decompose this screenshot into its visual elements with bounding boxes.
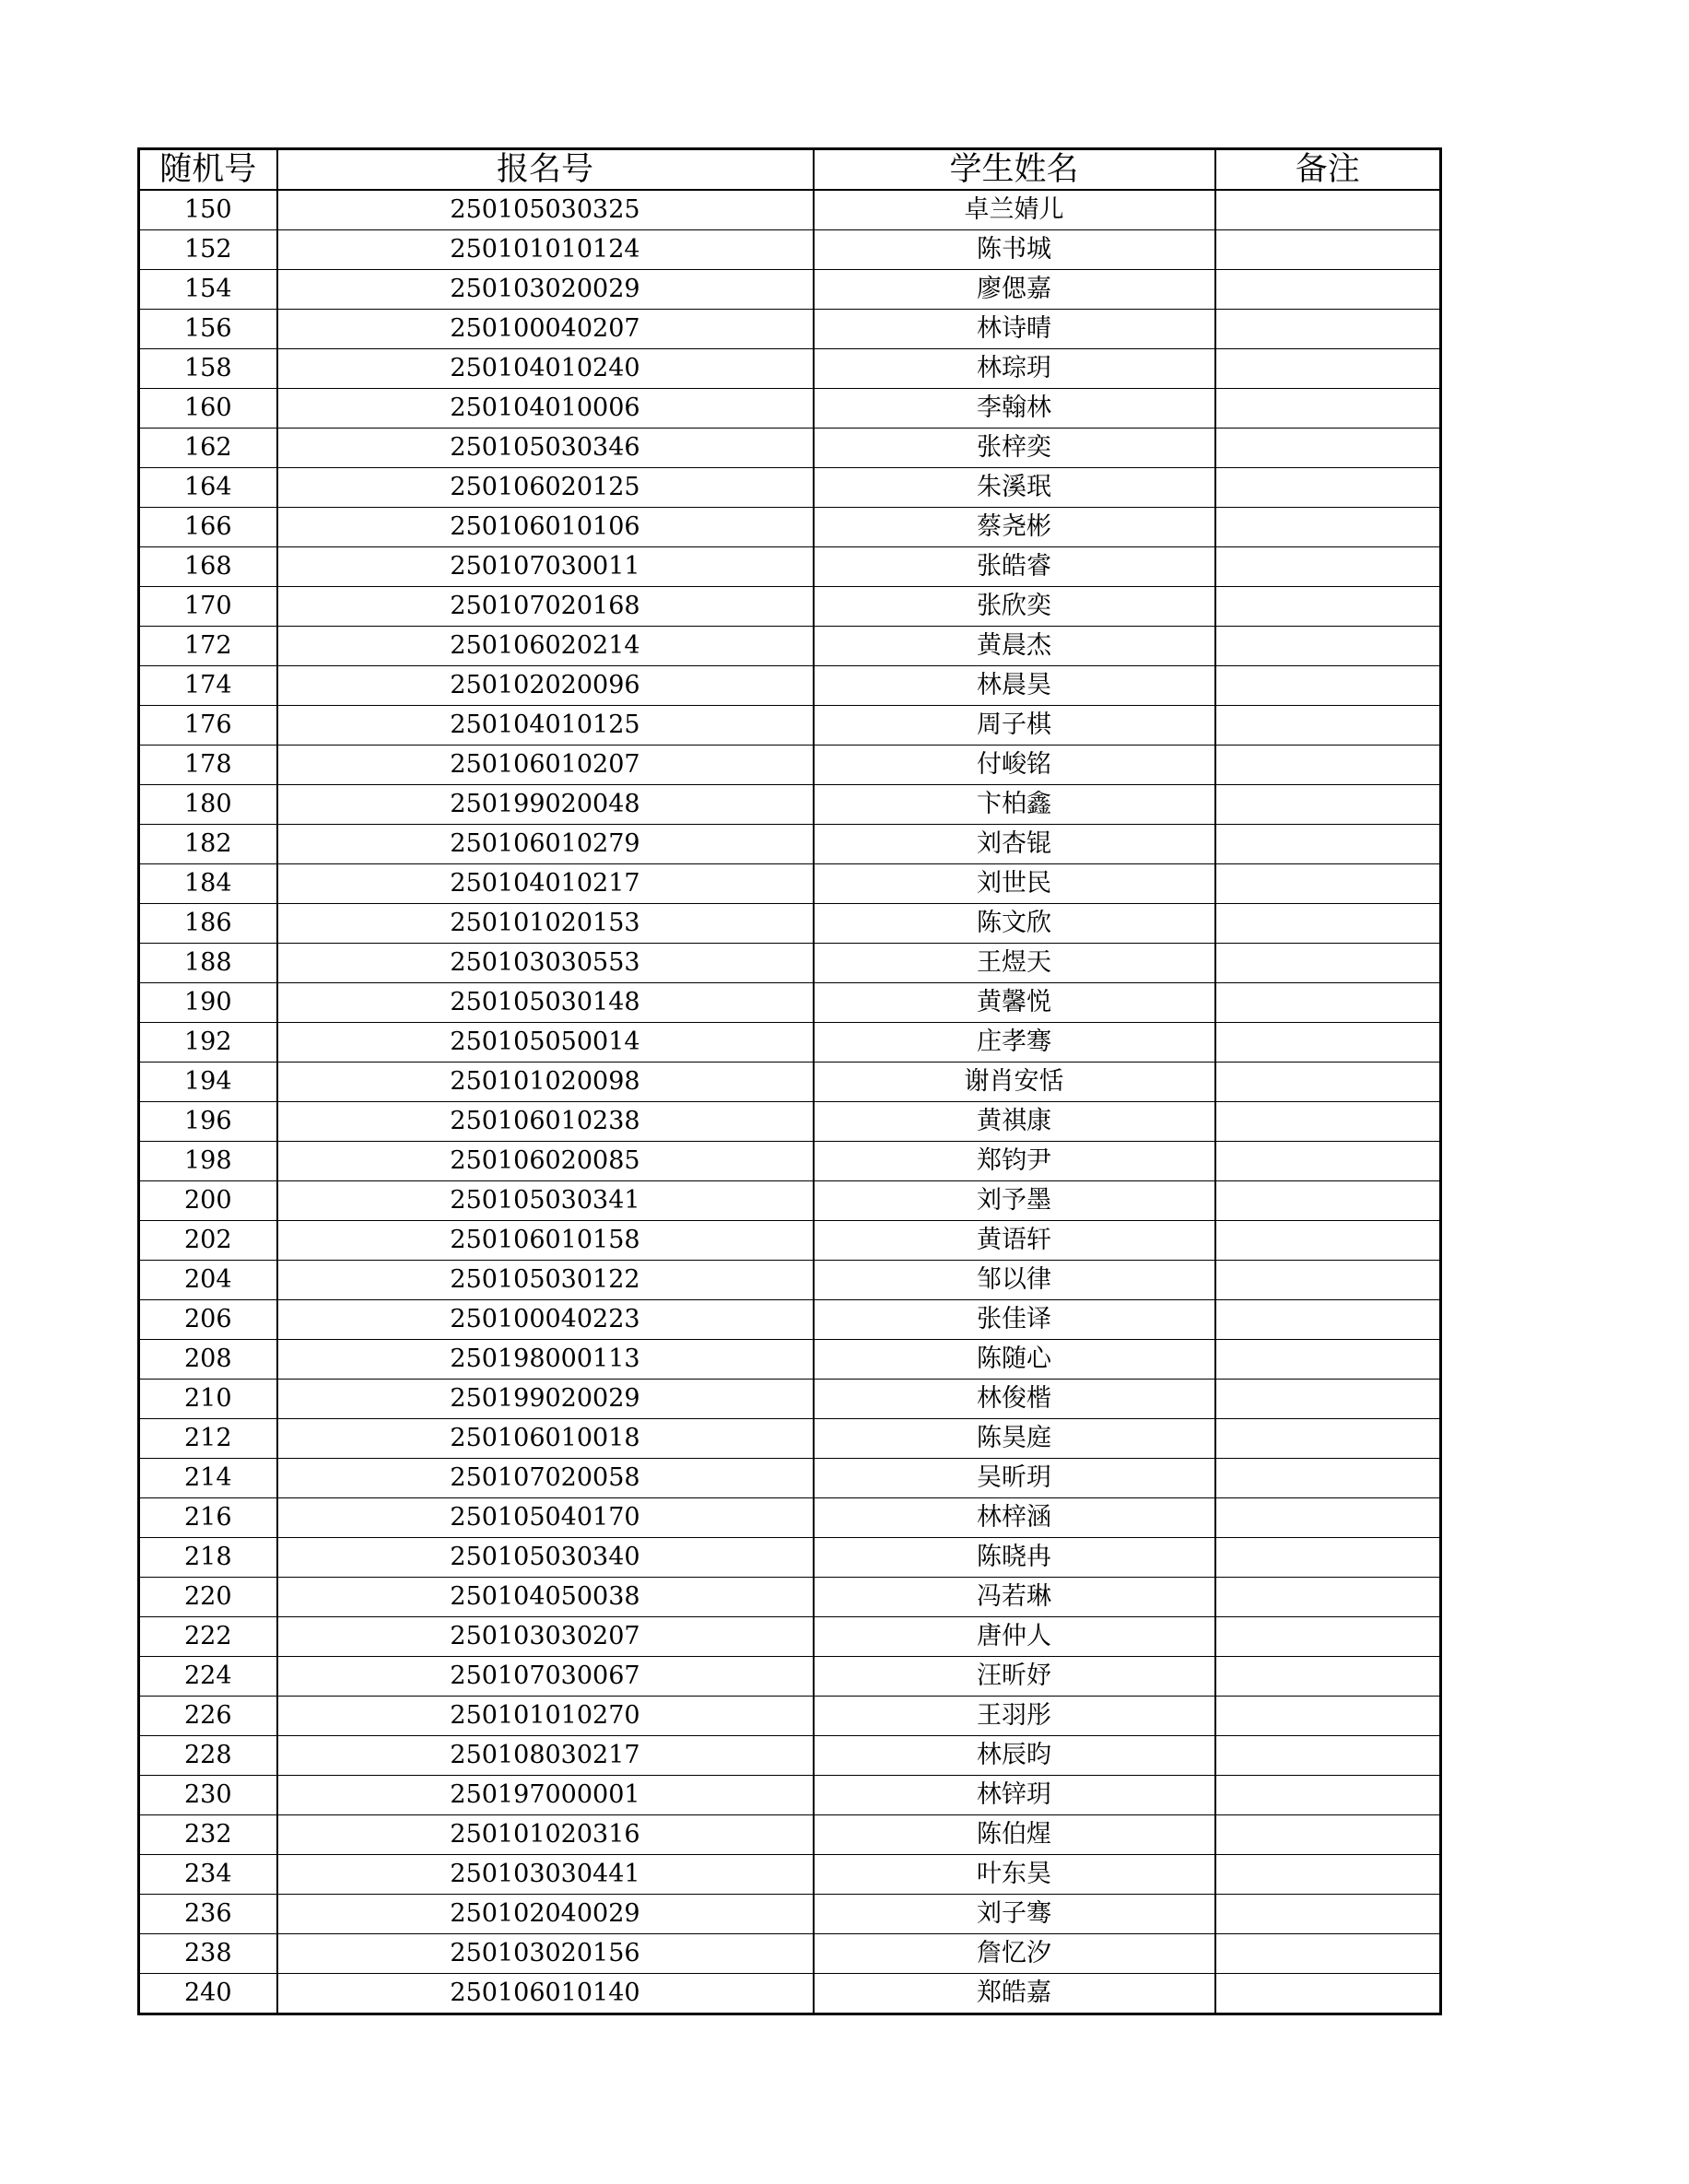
cell-remarks <box>1215 1023 1441 1063</box>
cell-remarks <box>1215 1776 1441 1815</box>
cell-student-name: 谢肖安恬 <box>814 1063 1215 1102</box>
cell-remarks <box>1215 1261 1441 1300</box>
cell-random-number: 192 <box>139 1023 277 1063</box>
cell-random-number: 178 <box>139 746 277 785</box>
cell-random-number: 172 <box>139 627 277 666</box>
cell-student-name: 陈昊庭 <box>814 1419 1215 1459</box>
table-row <box>139 1578 1441 1617</box>
table-row <box>139 1617 1441 1657</box>
cell-remarks <box>1215 1815 1441 1855</box>
cell-remarks <box>1215 587 1441 627</box>
cell-student-name: 汪昕妤 <box>814 1657 1215 1697</box>
cell-random-number: 170 <box>139 587 277 627</box>
cell-remarks <box>1215 1657 1441 1697</box>
cell-student-name: 陈随心 <box>814 1340 1215 1380</box>
table-row <box>139 666 1441 706</box>
cell-random-number: 212 <box>139 1419 277 1459</box>
cell-registration-number: 250199020048 <box>277 785 814 825</box>
cell-registration-number: 250105030340 <box>277 1538 814 1578</box>
cell-registration-number: 250199020029 <box>277 1380 814 1419</box>
table-row <box>139 1895 1441 1934</box>
table-row <box>139 1181 1441 1221</box>
cell-student-name: 黄语轩 <box>814 1221 1215 1261</box>
table-row <box>139 1340 1441 1380</box>
cell-remarks <box>1215 1380 1441 1419</box>
table-row <box>139 1538 1441 1578</box>
cell-student-name: 邹以律 <box>814 1261 1215 1300</box>
cell-remarks <box>1215 1181 1441 1221</box>
header-remarks: 备注 <box>1215 149 1441 191</box>
cell-student-name: 林琮玥 <box>814 349 1215 389</box>
cell-registration-number: 250105040170 <box>277 1498 814 1538</box>
cell-remarks <box>1215 1617 1441 1657</box>
cell-remarks <box>1215 1063 1441 1102</box>
cell-registration-number: 250104010217 <box>277 864 814 904</box>
table-row <box>139 468 1441 508</box>
cell-registration-number: 250198000113 <box>277 1340 814 1380</box>
cell-remarks <box>1215 1459 1441 1498</box>
cell-student-name: 黄馨悦 <box>814 983 1215 1023</box>
cell-remarks <box>1215 1578 1441 1617</box>
header-random-number: 随机号 <box>139 149 277 191</box>
cell-registration-number: 250100040223 <box>277 1300 814 1340</box>
cell-student-name: 詹忆汐 <box>814 1934 1215 1974</box>
cell-student-name: 廖偲嘉 <box>814 270 1215 310</box>
cell-remarks <box>1215 190 1441 230</box>
cell-random-number: 152 <box>139 230 277 270</box>
cell-random-number: 220 <box>139 1578 277 1617</box>
cell-remarks <box>1215 1419 1441 1459</box>
cell-student-name: 蔡尧彬 <box>814 508 1215 547</box>
cell-registration-number: 250103030553 <box>277 944 814 983</box>
cell-remarks <box>1215 983 1441 1023</box>
cell-student-name: 刘予墨 <box>814 1181 1215 1221</box>
cell-registration-number: 250106020085 <box>277 1142 814 1181</box>
cell-student-name: 林辰昀 <box>814 1736 1215 1776</box>
cell-remarks <box>1215 1855 1441 1895</box>
cell-random-number: 176 <box>139 706 277 746</box>
table-row <box>139 1815 1441 1855</box>
cell-remarks <box>1215 1934 1441 1974</box>
cell-registration-number: 250105030341 <box>277 1181 814 1221</box>
cell-random-number: 222 <box>139 1617 277 1657</box>
cell-student-name: 李翰林 <box>814 389 1215 429</box>
cell-registration-number: 250101010270 <box>277 1697 814 1736</box>
cell-remarks <box>1215 310 1441 349</box>
cell-student-name: 唐仲人 <box>814 1617 1215 1657</box>
cell-registration-number: 250106010106 <box>277 508 814 547</box>
cell-remarks <box>1215 230 1441 270</box>
cell-remarks <box>1215 1300 1441 1340</box>
cell-random-number: 162 <box>139 429 277 468</box>
cell-registration-number: 250103030441 <box>277 1855 814 1895</box>
table-row <box>139 1697 1441 1736</box>
cell-random-number: 226 <box>139 1697 277 1736</box>
table-row <box>139 785 1441 825</box>
cell-student-name: 朱溪珉 <box>814 468 1215 508</box>
cell-registration-number: 250105030325 <box>277 190 814 230</box>
table-row <box>139 190 1441 230</box>
cell-remarks <box>1215 825 1441 864</box>
cell-student-name: 张欣奕 <box>814 587 1215 627</box>
cell-random-number: 224 <box>139 1657 277 1697</box>
table-row <box>139 1855 1441 1895</box>
cell-student-name: 冯若琳 <box>814 1578 1215 1617</box>
table-row <box>139 864 1441 904</box>
cell-random-number: 202 <box>139 1221 277 1261</box>
cell-student-name: 王羽彤 <box>814 1697 1215 1736</box>
cell-registration-number: 250107030067 <box>277 1657 814 1697</box>
table-row <box>139 1063 1441 1102</box>
cell-random-number: 218 <box>139 1538 277 1578</box>
cell-random-number: 194 <box>139 1063 277 1102</box>
cell-registration-number: 250197000001 <box>277 1776 814 1815</box>
cell-registration-number: 250106020214 <box>277 627 814 666</box>
cell-registration-number: 250105030346 <box>277 429 814 468</box>
cell-registration-number: 250106020125 <box>277 468 814 508</box>
cell-random-number: 180 <box>139 785 277 825</box>
cell-remarks <box>1215 1697 1441 1736</box>
cell-student-name: 周子棋 <box>814 706 1215 746</box>
cell-registration-number: 250104050038 <box>277 1578 814 1617</box>
table-row <box>139 310 1441 349</box>
cell-random-number: 216 <box>139 1498 277 1538</box>
table-row <box>139 627 1441 666</box>
table-row <box>139 1498 1441 1538</box>
cell-random-number: 196 <box>139 1102 277 1142</box>
table-row <box>139 1459 1441 1498</box>
table-row <box>139 1419 1441 1459</box>
cell-random-number: 236 <box>139 1895 277 1934</box>
table-row <box>139 1380 1441 1419</box>
table-row <box>139 587 1441 627</box>
cell-remarks <box>1215 547 1441 587</box>
cell-random-number: 230 <box>139 1776 277 1815</box>
cell-registration-number: 250106010207 <box>277 746 814 785</box>
table-row <box>139 983 1441 1023</box>
cell-remarks <box>1215 746 1441 785</box>
cell-remarks <box>1215 1498 1441 1538</box>
cell-registration-number: 250103020156 <box>277 1934 814 1974</box>
cell-random-number: 184 <box>139 864 277 904</box>
cell-student-name: 张皓睿 <box>814 547 1215 587</box>
table-row <box>139 706 1441 746</box>
cell-registration-number: 250108030217 <box>277 1736 814 1776</box>
cell-remarks <box>1215 1974 1441 2014</box>
table-row <box>139 1657 1441 1697</box>
cell-remarks <box>1215 508 1441 547</box>
cell-remarks <box>1215 944 1441 983</box>
cell-registration-number: 250106010158 <box>277 1221 814 1261</box>
cell-remarks <box>1215 1142 1441 1181</box>
cell-registration-number: 250102020096 <box>277 666 814 706</box>
table-row <box>139 508 1441 547</box>
cell-remarks <box>1215 706 1441 746</box>
cell-random-number: 204 <box>139 1261 277 1300</box>
cell-registration-number: 250106010279 <box>277 825 814 864</box>
cell-remarks <box>1215 1221 1441 1261</box>
cell-registration-number: 250101020098 <box>277 1063 814 1102</box>
cell-remarks <box>1215 1736 1441 1776</box>
cell-random-number: 156 <box>139 310 277 349</box>
cell-random-number: 166 <box>139 508 277 547</box>
cell-registration-number: 250103020029 <box>277 270 814 310</box>
cell-remarks <box>1215 864 1441 904</box>
cell-registration-number: 250104010125 <box>277 706 814 746</box>
cell-student-name: 卓兰婧儿 <box>814 190 1215 230</box>
cell-random-number: 234 <box>139 1855 277 1895</box>
cell-student-name: 张梓奕 <box>814 429 1215 468</box>
cell-random-number: 200 <box>139 1181 277 1221</box>
cell-remarks <box>1215 389 1441 429</box>
cell-registration-number: 250101020153 <box>277 904 814 944</box>
cell-remarks <box>1215 904 1441 944</box>
cell-remarks <box>1215 627 1441 666</box>
cell-random-number: 168 <box>139 547 277 587</box>
cell-random-number: 232 <box>139 1815 277 1855</box>
header-student-name: 学生姓名 <box>814 149 1215 191</box>
cell-registration-number: 250105050014 <box>277 1023 814 1063</box>
cell-random-number: 164 <box>139 468 277 508</box>
cell-random-number: 210 <box>139 1380 277 1419</box>
cell-student-name: 黄晨杰 <box>814 627 1215 666</box>
cell-random-number: 154 <box>139 270 277 310</box>
cell-student-name: 陈文欣 <box>814 904 1215 944</box>
cell-registration-number: 250106010238 <box>277 1102 814 1142</box>
cell-student-name: 郑皓嘉 <box>814 1974 1215 2014</box>
cell-registration-number: 250106010140 <box>277 1974 814 2014</box>
cell-student-name: 郑钧尹 <box>814 1142 1215 1181</box>
table-row <box>139 230 1441 270</box>
table-row <box>139 1023 1441 1063</box>
table-row <box>139 270 1441 310</box>
header-row <box>139 149 1441 191</box>
cell-remarks <box>1215 349 1441 389</box>
cell-student-name: 王煜天 <box>814 944 1215 983</box>
cell-student-name: 林梓涵 <box>814 1498 1215 1538</box>
cell-student-name: 卞柏鑫 <box>814 785 1215 825</box>
table-row <box>139 547 1441 587</box>
table-row <box>139 904 1441 944</box>
cell-registration-number: 250102040029 <box>277 1895 814 1934</box>
cell-registration-number: 250101020316 <box>277 1815 814 1855</box>
cell-student-name: 刘子骞 <box>814 1895 1215 1934</box>
cell-remarks <box>1215 1340 1441 1380</box>
table-row <box>139 1776 1441 1815</box>
table-body <box>139 190 1441 2014</box>
table-row <box>139 349 1441 389</box>
cell-student-name: 刘世民 <box>814 864 1215 904</box>
cell-random-number: 186 <box>139 904 277 944</box>
cell-registration-number: 250107030011 <box>277 547 814 587</box>
table-row <box>139 1102 1441 1142</box>
cell-remarks <box>1215 468 1441 508</box>
table-row <box>139 1934 1441 1974</box>
cell-remarks <box>1215 666 1441 706</box>
cell-random-number: 198 <box>139 1142 277 1181</box>
roster-table <box>137 147 1442 2015</box>
cell-remarks <box>1215 1895 1441 1934</box>
cell-student-name: 庄孝骞 <box>814 1023 1215 1063</box>
cell-registration-number: 250103030207 <box>277 1617 814 1657</box>
cell-student-name: 陈书城 <box>814 230 1215 270</box>
cell-random-number: 240 <box>139 1974 277 2014</box>
cell-registration-number: 250105030122 <box>277 1261 814 1300</box>
table-row <box>139 389 1441 429</box>
cell-student-name: 林锌玥 <box>814 1776 1215 1815</box>
cell-remarks <box>1215 1102 1441 1142</box>
header-registration-number: 报名号 <box>277 149 814 191</box>
cell-random-number: 214 <box>139 1459 277 1498</box>
table-row <box>139 746 1441 785</box>
cell-random-number: 182 <box>139 825 277 864</box>
cell-student-name: 林诗晴 <box>814 310 1215 349</box>
cell-remarks <box>1215 1538 1441 1578</box>
cell-random-number: 206 <box>139 1300 277 1340</box>
cell-student-name: 林晨昊 <box>814 666 1215 706</box>
cell-random-number: 160 <box>139 389 277 429</box>
cell-random-number: 208 <box>139 1340 277 1380</box>
cell-registration-number: 250105030148 <box>277 983 814 1023</box>
cell-student-name: 陈晓冉 <box>814 1538 1215 1578</box>
cell-student-name: 吴昕玥 <box>814 1459 1215 1498</box>
table-row <box>139 825 1441 864</box>
cell-student-name: 林俊楷 <box>814 1380 1215 1419</box>
cell-registration-number: 250106010018 <box>277 1419 814 1459</box>
table-row <box>139 944 1441 983</box>
cell-random-number: 238 <box>139 1934 277 1974</box>
table-row <box>139 1300 1441 1340</box>
table-row <box>139 1142 1441 1181</box>
cell-student-name: 陈伯煋 <box>814 1815 1215 1855</box>
cell-registration-number: 250104010240 <box>277 349 814 389</box>
cell-registration-number: 250100040207 <box>277 310 814 349</box>
cell-remarks <box>1215 785 1441 825</box>
cell-student-name: 叶东昊 <box>814 1855 1215 1895</box>
table-row <box>139 1261 1441 1300</box>
cell-random-number: 188 <box>139 944 277 983</box>
table-row <box>139 1974 1441 2014</box>
table-row <box>139 429 1441 468</box>
table-header <box>139 149 1441 191</box>
cell-random-number: 174 <box>139 666 277 706</box>
cell-registration-number: 250101010124 <box>277 230 814 270</box>
cell-registration-number: 250104010006 <box>277 389 814 429</box>
cell-registration-number: 250107020168 <box>277 587 814 627</box>
cell-remarks <box>1215 270 1441 310</box>
cell-student-name: 刘杏锟 <box>814 825 1215 864</box>
cell-random-number: 228 <box>139 1736 277 1776</box>
cell-random-number: 158 <box>139 349 277 389</box>
cell-random-number: 150 <box>139 190 277 230</box>
cell-random-number: 190 <box>139 983 277 1023</box>
cell-student-name: 付峻铭 <box>814 746 1215 785</box>
cell-student-name: 张佳译 <box>814 1300 1215 1340</box>
cell-student-name: 黄祺康 <box>814 1102 1215 1142</box>
cell-registration-number: 250107020058 <box>277 1459 814 1498</box>
cell-remarks <box>1215 429 1441 468</box>
table-row <box>139 1736 1441 1776</box>
table-row <box>139 1221 1441 1261</box>
